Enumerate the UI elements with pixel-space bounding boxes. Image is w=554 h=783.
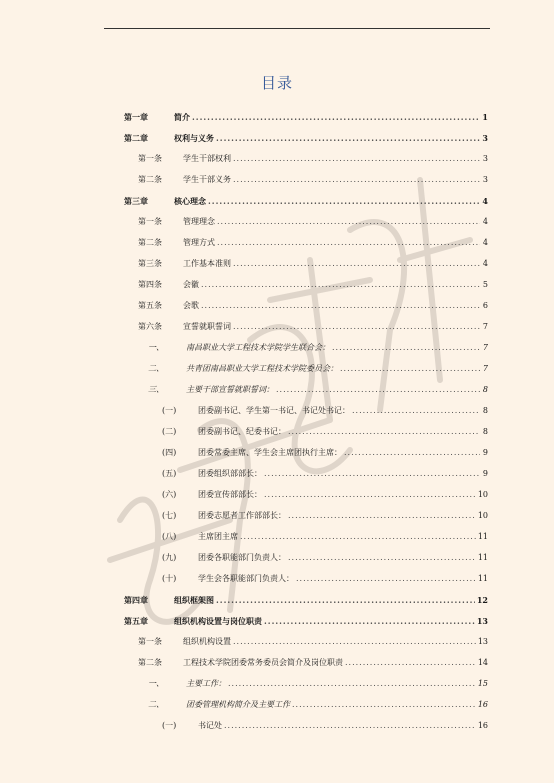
entry-number: (五) [162,469,177,478]
entry-text: 会徽 [183,280,199,289]
entry-page: 10 [477,511,488,520]
entry-number: 第二条 [138,238,162,247]
entry-number: (七) [162,511,177,520]
entry-text: 组织机构设置与岗位职责 [174,616,262,626]
dot-leader [233,154,480,164]
entry-page: 7 [482,343,488,352]
toc-entry[interactable] [162,553,488,563]
entry-text: 学生干部义务 [183,175,231,184]
entry-number: 第三章 [124,196,148,206]
entry-page: 8 [482,385,488,394]
entry-page: 3 [482,133,488,143]
dot-leader [340,364,480,374]
entry-text: 共青团南昌职业大学工程技术学院委员会： [186,364,338,373]
entry-page: 16 [477,721,488,730]
toc-entry[interactable] [138,217,488,227]
entry-page: 9 [482,469,488,478]
toc-entry[interactable] [162,721,488,731]
entry-page: 3 [482,154,488,163]
entry-text: 团委各职能部门负责人： [198,553,286,562]
entry-page: 3 [482,175,488,184]
entry-text: 权利与义务 [174,133,214,143]
entry-number: 第四条 [138,280,162,289]
entry-page: 11 [477,574,488,583]
toc-entry[interactable] [138,154,488,164]
toc-entry[interactable] [148,385,488,395]
dot-leader [288,427,480,437]
entry-number: 第一条 [138,154,162,163]
entry-page: 4 [482,259,488,268]
dot-leader [217,238,480,248]
entry-text: 书记处 [198,721,222,730]
toc-entry[interactable] [138,238,488,248]
entry-number: 第二章 [124,133,148,143]
entry-page: 12 [476,595,488,605]
entry-text: 工程技术学院团委常务委员会简介及岗位职责 [183,658,343,667]
dot-leader [332,343,480,353]
entry-text: 团委组织部部长： [198,469,262,478]
entry-number: (四) [162,448,177,457]
dot-leader [233,175,480,185]
entry-page: 14 [477,658,488,667]
entry-page: 1 [482,112,488,122]
dot-leader [201,280,480,290]
entry-number: 一、 [148,343,164,352]
entry-number: 二、 [148,364,164,373]
toc-entry[interactable] [138,322,488,332]
toc-entry[interactable] [162,574,488,584]
entry-text: 团委志愿者工作部部长： [198,511,286,520]
entry-text: 宣誓就职誓词 [183,322,231,331]
entry-number: 二、 [148,700,164,709]
dot-leader [288,511,476,521]
entry-text: 主席团主席 [198,532,238,541]
entry-text: 团委副书记、学生第一书记、书记处书记： [198,406,350,415]
toc-entry[interactable] [148,679,488,689]
entry-number: 第一章 [124,112,148,122]
entry-text: 南昌职业大学工程技术学院学生联合会： [186,343,330,352]
toc-entry[interactable] [162,469,488,479]
toc-entry[interactable] [162,490,488,500]
entry-page: 11 [477,532,488,541]
entry-number: (一) [162,721,177,730]
entry-text: 简介 [174,112,190,122]
toc-title: 目录 [260,74,293,92]
entry-number: 一、 [148,679,164,688]
entry-text: 工作基本准则 [183,259,231,268]
toc-entry[interactable] [162,532,488,542]
entry-text: 学生干部权利 [183,154,231,163]
toc-entry[interactable] [138,280,488,290]
dot-leader [352,406,480,416]
dot-leader [216,133,480,143]
toc-entry[interactable] [162,406,488,416]
entry-page: 4 [482,238,488,247]
entry-text: 主要干部宣誓就职誓词： [186,385,274,394]
dot-leader [233,259,480,269]
entry-text: 团委常委主席、学生会主席团执行主席： [198,448,342,457]
dot-leader [345,658,476,668]
dot-leader [201,301,480,311]
entry-text: 组织框架图 [174,595,214,605]
entry-page: 9 [482,448,488,457]
entry-page: 7 [482,364,488,373]
dot-leader [264,469,480,479]
entry-text: 学生会各职能部门负责人： [198,574,294,583]
dot-leader [296,574,476,584]
entry-page: 6 [482,301,488,310]
toc-entry[interactable] [124,112,488,122]
entry-number: 三、 [148,385,164,394]
entry-page: 8 [482,427,488,436]
toc-entry[interactable] [162,427,488,437]
entry-page: 4 [482,217,488,226]
toc-entry[interactable] [124,616,488,626]
toc-entry[interactable] [124,133,488,143]
entry-number: (二) [162,427,177,436]
entry-text: 团委宣传部部长： [198,490,262,499]
entry-number: 第一条 [138,217,162,226]
entry-number: 第四章 [124,595,148,605]
toc-entry[interactable] [138,658,488,668]
entry-number: 第五章 [124,616,148,626]
entry-number: (九) [162,553,177,562]
toc-entry[interactable] [124,595,488,605]
entry-text: 团委副书记、纪委书记： [198,427,286,436]
dot-leader [233,637,476,647]
dot-leader [228,679,476,689]
toc-entry[interactable] [162,511,488,521]
entry-text: 管理理念 [183,217,215,226]
entry-page: 7 [482,322,488,331]
dot-leader [216,595,475,605]
entry-text: 管理方式 [183,238,215,247]
dot-leader [276,385,480,395]
toc-entry[interactable] [162,448,488,458]
toc-entry[interactable] [138,637,488,647]
dot-leader [240,532,476,542]
entry-page: 15 [477,679,488,688]
dot-leader [208,196,480,206]
toc-entry[interactable] [148,364,488,374]
dot-leader [264,490,476,500]
entry-number: 第五条 [138,301,162,310]
toc-entry[interactable] [148,700,488,710]
dot-leader [344,448,480,458]
entry-page: 8 [482,406,488,415]
dot-leader [233,322,480,332]
toc-entry[interactable] [124,196,488,206]
entry-number: 第一条 [138,637,162,646]
entry-number: 第二条 [138,658,162,667]
entry-text: 主要工作： [186,679,226,688]
toc-entry[interactable] [138,175,488,185]
entry-page: 5 [482,280,488,289]
dot-leader [224,721,476,731]
entry-text: 团委管理机构简介及主要工作 [186,700,290,709]
dot-leader [292,700,476,710]
toc-entry[interactable] [148,343,488,353]
toc-entry[interactable] [138,259,488,269]
entry-page: 4 [482,196,488,206]
entry-page: 16 [477,700,488,709]
entry-number: (八) [162,532,177,541]
entry-page: 13 [476,616,488,626]
entry-page: 11 [477,553,488,562]
entry-number: (一) [162,406,177,415]
dot-leader [288,553,476,563]
dot-leader [217,217,480,227]
entry-number: 第六条 [138,322,162,331]
entry-page: 13 [477,637,488,646]
dot-leader [192,112,480,122]
entry-text: 组织机构设置 [183,637,231,646]
toc-entry[interactable] [138,301,488,311]
entry-page: 10 [477,490,488,499]
entry-number: 第三条 [138,259,162,268]
entry-number: (十) [162,574,177,583]
entry-text: 会歌 [183,301,199,310]
entry-text: 核心理念 [174,196,206,206]
dot-leader [264,616,475,626]
entry-number: 第二条 [138,175,162,184]
entry-number: (六) [162,490,177,499]
